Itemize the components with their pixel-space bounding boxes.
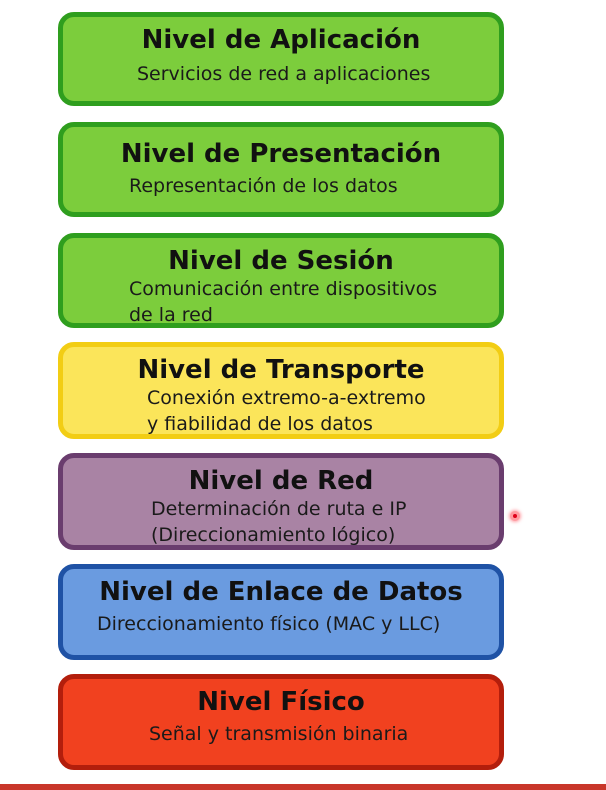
layer-presentation	[58, 122, 504, 217]
layer-physical-description	[149, 721, 408, 747]
layer-session-desc-line-2: de la red	[129, 304, 213, 326]
layer-network-description	[151, 496, 406, 548]
layer-transport-desc-line-1: Conexión extremo-a-extremo	[147, 387, 426, 409]
layer-presentation-desc-line: Representación de los datos	[129, 175, 398, 197]
layer-network	[58, 453, 504, 550]
layer-session	[58, 233, 504, 328]
layer-network-desc-line-1: Determinación de ruta e IP	[151, 498, 407, 520]
layer-application-title: Nivel de Aplicación	[141, 25, 421, 55]
bottom-edge-bar	[0, 784, 606, 790]
layer-physical	[58, 674, 504, 770]
layer-network-desc-line-2: (Direccionamiento lógico)	[151, 524, 396, 546]
layer-session-description	[129, 276, 437, 328]
layer-transport-description	[147, 385, 426, 437]
layer-network-title: Nivel de Red	[188, 466, 374, 496]
layer-presentation-description	[129, 173, 398, 199]
layer-physical-title: Nivel Físico	[197, 687, 365, 717]
layer-application	[58, 12, 504, 106]
layer-session-title: Nivel de Sesión	[168, 246, 394, 276]
layer-transport	[58, 342, 504, 439]
layer-presentation-title: Nivel de Presentación	[120, 139, 442, 169]
layer-data-link-description	[97, 611, 440, 637]
layer-application-desc-line: Servicios de red a aplicaciones	[137, 63, 431, 85]
layer-data-link-title: Nivel de Enlace de Datos	[99, 577, 463, 607]
layer-physical-desc-line: Señal y transmisión binaria	[149, 723, 409, 745]
layer-session-desc-line-1: Comunicación entre dispositivos	[129, 278, 438, 300]
layer-data-link	[58, 564, 504, 660]
layer-application-description	[137, 61, 430, 87]
pointer-cursor-icon	[510, 511, 520, 521]
layer-data-link-desc-line: Direccionamiento físico (MAC y LLC)	[97, 613, 441, 635]
layer-transport-desc-line-2: y fiabilidad de los datos	[147, 413, 373, 435]
layer-transport-title: Nivel de Transporte	[137, 355, 425, 385]
